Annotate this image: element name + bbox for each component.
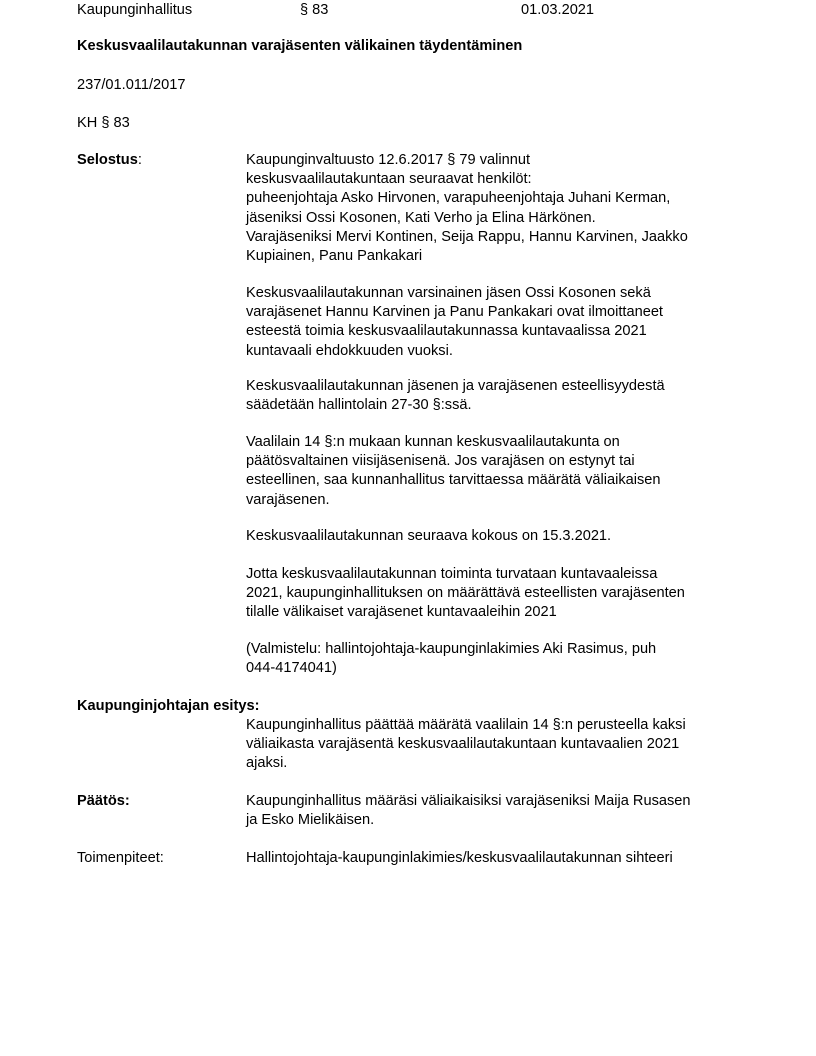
- header-body: Kaupunginhallitus: [77, 2, 193, 18]
- document-title: Keskusvaalilautakunnan varajäsenten välikainen täydentäminen: [77, 38, 523, 54]
- text-line: Kaupunginhallitus määräsi väliaikaisiksi varajäseniksi Maija Rusasen: [246, 793, 691, 809]
- text-line: Varajäseniksi Mervi Kontinen, Seija Rappu, Hannu Karvinen, Jaakko: [246, 228, 688, 245]
- text-line: Vaalilain 14 §:n mukaan kunnan keskusvaalilautakunta on: [246, 434, 620, 450]
- paatos-label: Päätös:: [77, 793, 130, 809]
- reference: KH § 83: [77, 115, 130, 131]
- text-line: keskusvaalilautakuntaan seuraavat henkilöt:: [246, 171, 532, 188]
- text-line: Keskusvaalilautakunnan seuraava kokous on 15.3.2021.: [246, 528, 612, 544]
- paatos-body: [246, 792, 766, 830]
- selostus-p5: [246, 527, 766, 546]
- text-line: ajaksi.: [246, 755, 288, 772]
- text-line: esteestä toimia keskusvaalilautakunnassa kuntavaalissa 2021: [246, 323, 647, 340]
- toimenpiteet-label: Toimenpiteet:: [77, 850, 164, 866]
- selostus-label: Selostus: [77, 152, 138, 168]
- selostus-label-wrap: [77, 151, 142, 170]
- toimenpiteet-text: Hallintojohtaja-kaupunginlakimies/keskusvaalilautakunnan sihteeri: [246, 850, 673, 866]
- diary-number: 237/01.011/2017: [77, 77, 186, 93]
- text-line: Keskusvaalilautakunnan jäsenen ja varajäsenen esteellisyydestä: [246, 378, 665, 394]
- selostus-p3: [246, 377, 766, 415]
- text-line: väliaikasta varajäsentä keskusvaalilautakuntaan kuntavaalien 2021: [246, 736, 680, 753]
- text-line: tilalle välikaiset varajäsenet kuntavaaleihin 2021: [246, 604, 557, 621]
- text-line: Kupiainen, Panu Pankakari: [246, 248, 423, 265]
- text-line: Jotta keskusvaalilautakunnan toiminta turvataan kuntavaaleissa: [246, 566, 658, 582]
- selostus-p7: [246, 640, 766, 678]
- text-line: ja Esko Mielikäisen.: [246, 812, 375, 829]
- selostus-p2: [246, 284, 766, 361]
- text-line: päätösvaltainen viisijäsenisenä. Jos varajäsen on estynyt tai: [246, 453, 635, 470]
- text-line: Kaupunginhallitus päättää määrätä vaalilain 14 §:n perusteella kaksi: [246, 717, 686, 733]
- text-line: 044-4174041): [246, 660, 337, 677]
- text-line: Kaupunginvaltuusto 12.6.2017 § 79 valinnut: [246, 152, 530, 168]
- text-line: varajäsenen.: [246, 491, 330, 508]
- text-line: (Valmistelu: hallintojohtaja-kaupunginlakimies Aki Rasimus, puh: [246, 641, 657, 657]
- text-line: varajäsenet Hannu Karvinen ja Panu Pankakari ovat ilmoittaneet: [246, 304, 663, 321]
- selostus-p4: [246, 433, 766, 510]
- header-section: § 83: [300, 2, 329, 18]
- header-date: 01.03.2021: [521, 2, 595, 18]
- text-line: esteellinen, saa kunnanhallitus tarvittaessa määrätä väliaikaisen: [246, 472, 661, 489]
- esitys-label: Kaupunginjohtajan esitys:: [77, 698, 260, 714]
- selostus-p6: [246, 565, 766, 623]
- text-line: 2021, kaupunginhallituksen on määrättävä esteellisten varajäsenten: [246, 585, 685, 602]
- text-line: kuntavaali ehdokkuuden vuoksi.: [246, 342, 453, 359]
- selostus-label-suffix: :: [137, 152, 142, 168]
- text-line: puheenjohtaja Asko Hirvonen, varapuheenjohtaja Juhani Kerman,: [246, 190, 671, 207]
- text-line: säädetään hallintolain 27-30 §:ssä.: [246, 397, 472, 414]
- selostus-p1: [246, 151, 766, 266]
- esitys-body: [246, 716, 766, 774]
- text-line: Keskusvaalilautakunnan varsinainen jäsen Ossi Kosonen sekä: [246, 285, 651, 301]
- text-line: jäseniksi Ossi Kosonen, Kati Verho ja Elina Härkönen.: [246, 209, 596, 226]
